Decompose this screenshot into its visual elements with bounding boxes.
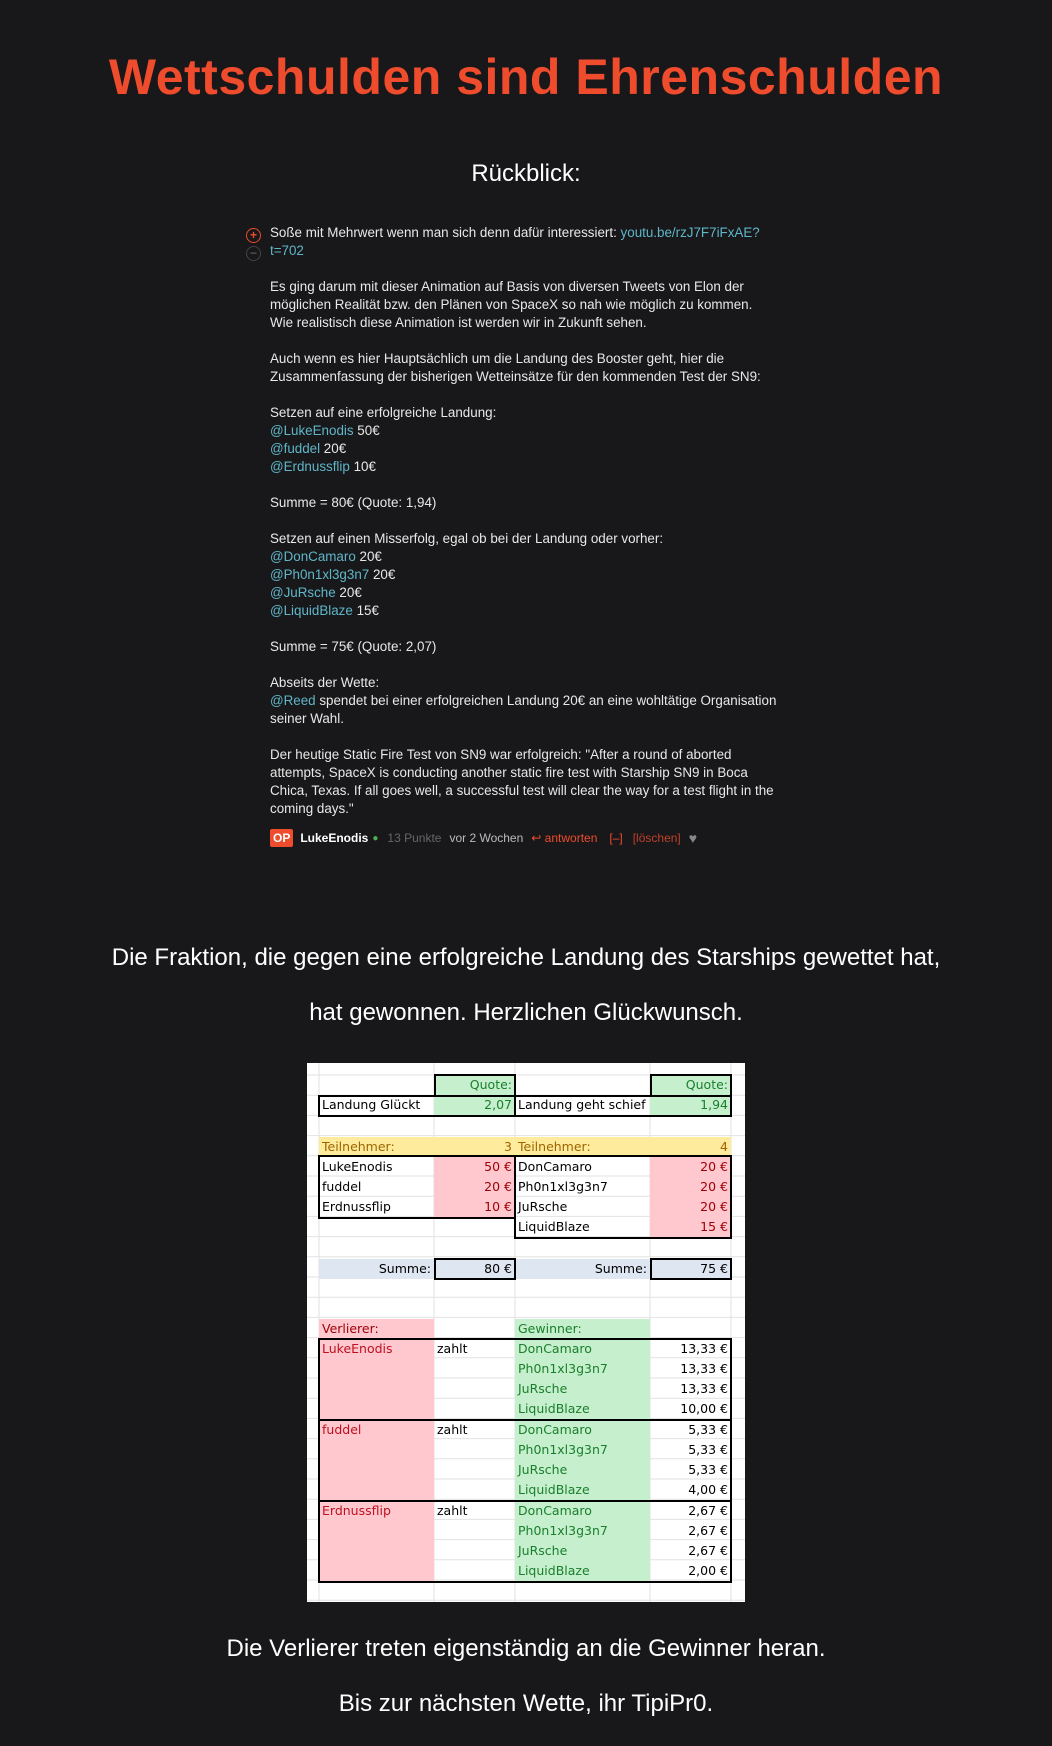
- page-subtitle: Rückblick:: [471, 160, 581, 187]
- payment-amount: 13,33 €: [680, 1381, 728, 1396]
- user-mention[interactable]: @Ph0n1xl3g3n7: [270, 567, 370, 582]
- op-badge: OP: [270, 829, 293, 847]
- comment-text: Zusammenfassung der bisherigen Wetteinsätze für den kommenden Test der SN9:: [270, 369, 761, 384]
- static-fire-text: Der heutige Static Fire Test von SN9 war erfolgreich: "After a round of aborted: [270, 747, 732, 762]
- cell-border: [434, 1074, 516, 1097]
- payment-amount: 2,67 €: [688, 1523, 728, 1538]
- right-bet-amount: 20 €: [650, 1177, 731, 1197]
- quote-label-right: Quote:: [650, 1075, 731, 1095]
- static-fire-text: Chica, Texas. If all goes well, a successful test will clear the way for a test flight in the: [270, 783, 774, 798]
- result-text: Die Fraktion, die gegen eine erfolgreiche Landung des Starships gewettet hat,: [111, 944, 941, 971]
- cell-border: [318, 1155, 516, 1219]
- cell-border: [318, 1419, 732, 1502]
- participants-label-right: Teilnehmer:: [515, 1137, 650, 1157]
- comment-text: möglichen Realität bzw. den Plänen von SpaceX so nah wie möglich zu kommen.: [270, 297, 753, 312]
- winner-name: JuRsche: [518, 1381, 568, 1396]
- payment-amount: 13,33 €: [680, 1361, 728, 1376]
- payment-amount: 2,67 €: [688, 1543, 728, 1558]
- payment-amount: 10,00 €: [680, 1401, 728, 1416]
- fail-header: Setzen auf einen Misserfolg, egal ob bei der Landung oder vorher:: [270, 531, 664, 546]
- plus-circle-icon[interactable]: +: [246, 228, 261, 243]
- aside-header: Abseits der Wette:: [270, 675, 380, 690]
- payment-amount: 4,00 €: [688, 1482, 728, 1497]
- static-fire-text: attempts, SpaceX is conducting another static fire test with Starship SN9 in Boca: [270, 765, 748, 780]
- winner-name: LiquidBlaze: [518, 1563, 590, 1578]
- left-quote-value: 2,07: [434, 1095, 515, 1115]
- sum-value-left: 80 €: [434, 1259, 515, 1279]
- bet-line: [270, 584, 820, 602]
- participants-count-right: 4: [650, 1137, 731, 1157]
- loser-name: Erdnussflip: [322, 1503, 391, 1518]
- cell-border: [434, 1258, 516, 1280]
- right-outcome-label: Landung geht schief: [518, 1097, 646, 1112]
- bet-amount: 10€: [349, 459, 376, 474]
- right-bettor: DonCamaro: [518, 1159, 592, 1174]
- payment-amount: 2,00 €: [688, 1563, 728, 1578]
- comment-intro: Soße mit Mehrwert wenn man sich denn dafür interessiert:: [270, 225, 621, 240]
- sum-value-right: 75 €: [650, 1259, 731, 1279]
- minus-circle-icon[interactable]: −: [246, 246, 261, 261]
- closing-text: Bis zur nächsten Wette, ihr TipiPr0.: [338, 1690, 714, 1717]
- aside-text: spendet bei einer erfolgreichen Landung 20€ an eine wohltätige Organisation: [315, 693, 777, 708]
- comment-text: Es ging darum mit dieser Animation auf Basis von diversen Tweets von Elon der: [270, 279, 744, 294]
- winner-name: LiquidBlaze: [518, 1482, 590, 1497]
- quote-label-left: Quote:: [434, 1075, 515, 1095]
- left-bet-amount: 50 €: [434, 1157, 515, 1177]
- right-quote-value: 1,94: [650, 1095, 731, 1115]
- losers-label: Verlierer:: [319, 1319, 434, 1339]
- payment-amount: 5,33 €: [688, 1462, 728, 1477]
- closing-text: Die Verlierer treten eigenständig an die Gewinner heran.: [226, 1635, 826, 1662]
- bet-line: [270, 566, 820, 584]
- bet-amount: 50€: [353, 423, 380, 438]
- right-bettor: LiquidBlaze: [518, 1219, 590, 1234]
- user-mention[interactable]: @Reed: [270, 693, 316, 708]
- winners-label: Gewinner:: [515, 1319, 650, 1339]
- comment-meta: [270, 828, 697, 848]
- user-mention[interactable]: @fuddel: [270, 441, 321, 456]
- sum-label-left: Summe:: [319, 1259, 434, 1279]
- payment-amount: 5,33 €: [688, 1442, 728, 1457]
- left-bet-amount: 20 €: [434, 1177, 515, 1197]
- winner-name: JuRsche: [518, 1543, 568, 1558]
- user-mention[interactable]: @DonCamaro: [270, 549, 356, 564]
- reply-button[interactable]: ↩ antworten: [531, 831, 598, 845]
- comment-body: [270, 224, 820, 836]
- winner-name: DonCamaro: [518, 1341, 592, 1356]
- user-mention[interactable]: @Erdnussflip: [270, 459, 350, 474]
- bet-amount: 15€: [352, 603, 379, 618]
- success-header: Setzen auf eine erfolgreiche Landung:: [270, 405, 497, 420]
- bet-line: [270, 602, 820, 620]
- user-mention[interactable]: @LukeEnodis: [270, 423, 354, 438]
- bet-amount: 20€: [355, 549, 382, 564]
- left-bettor: Erdnussflip: [322, 1199, 391, 1214]
- winner-name: Ph0n1xl3g3n7: [518, 1523, 608, 1538]
- result-text: hat gewonnen. Herzlichen Glückwunsch.: [309, 999, 743, 1026]
- bet-line: [270, 548, 820, 566]
- winner-name: LiquidBlaze: [518, 1401, 590, 1416]
- cell-border: [318, 1500, 732, 1583]
- left-outcome-label: Landung Glückt: [322, 1097, 421, 1112]
- points: 13 Punkte: [387, 831, 442, 845]
- success-sum: Summe = 80€ (Quote: 1,94): [270, 495, 437, 510]
- comment-text: Wie realistisch diese Animation ist werden wir in Zukunft sehen.: [270, 315, 647, 330]
- right-bet-amount: 20 €: [650, 1197, 731, 1217]
- winner-name: JuRsche: [518, 1462, 568, 1477]
- bet-amount: 20€: [320, 441, 347, 456]
- heart-icon[interactable]: ♥: [688, 830, 698, 846]
- left-bettor: fuddel: [322, 1179, 362, 1194]
- cell-border: [514, 1095, 732, 1117]
- comment-text: Auch wenn es hier Hauptsächlich um die Landung des Booster geht, hier die: [270, 351, 725, 366]
- author-link[interactable]: LukeEnodis: [300, 831, 369, 845]
- right-bettor: JuRsche: [518, 1199, 568, 1214]
- user-mention[interactable]: @JuRsche: [270, 585, 336, 600]
- fail-sum: Summe = 75€ (Quote: 2,07): [270, 639, 437, 654]
- cell-border: [650, 1074, 732, 1097]
- online-indicator: ●: [372, 832, 379, 844]
- loser-name: fuddel: [322, 1422, 362, 1437]
- bet-amount: 20€: [369, 567, 396, 582]
- page-title: Wettschulden sind Ehrenschulden: [108, 49, 944, 105]
- youtube-link[interactable]: youtu.be/rzJ7F7iFxAE?: [620, 225, 760, 240]
- loser-name: LukeEnodis: [322, 1341, 393, 1356]
- cell-border: [318, 1338, 732, 1421]
- aside-text: seiner Wahl.: [270, 711, 344, 726]
- winner-name: Ph0n1xl3g3n7: [518, 1442, 608, 1457]
- bet-line: [270, 440, 820, 458]
- cell-border: [318, 1095, 516, 1117]
- static-fire-text: coming days.": [270, 801, 354, 816]
- payment-amount: 5,33 €: [688, 1422, 728, 1437]
- right-bet-amount: 15 €: [650, 1217, 731, 1237]
- spreadsheet: [307, 1063, 745, 1602]
- bet-amount: 20€: [335, 585, 362, 600]
- sum-label-right: Summe:: [515, 1259, 650, 1279]
- bet-line: [270, 458, 820, 476]
- pays-label: zahlt: [437, 1503, 468, 1518]
- cell-border: [650, 1258, 732, 1280]
- participants-count-left: 3: [434, 1137, 515, 1157]
- user-mention[interactable]: @LiquidBlaze: [270, 603, 353, 618]
- payment-amount: 13,33 €: [680, 1341, 728, 1356]
- cell-border: [514, 1155, 732, 1239]
- left-bet-amount: 10 €: [434, 1197, 515, 1217]
- vote-controls: [246, 228, 262, 264]
- pays-label: zahlt: [437, 1341, 468, 1356]
- delete-button[interactable]: [löschen]: [632, 831, 681, 845]
- timestamp[interactable]: vor 2 Wochen: [449, 831, 524, 845]
- pays-label: zahlt: [437, 1422, 468, 1437]
- youtube-link-timestamp[interactable]: t=702: [270, 243, 304, 258]
- collapse-button[interactable]: [–]: [609, 831, 623, 845]
- left-bettor: LukeEnodis: [322, 1159, 393, 1174]
- right-bettor: Ph0n1xl3g3n7: [518, 1179, 608, 1194]
- payment-amount: 2,67 €: [688, 1503, 728, 1518]
- right-bet-amount: 20 €: [650, 1157, 731, 1177]
- winner-name: DonCamaro: [518, 1503, 592, 1518]
- bet-line: [270, 422, 820, 440]
- participants-label-left: Teilnehmer:: [319, 1137, 434, 1157]
- winner-name: Ph0n1xl3g3n7: [518, 1361, 608, 1376]
- winner-name: DonCamaro: [518, 1422, 592, 1437]
